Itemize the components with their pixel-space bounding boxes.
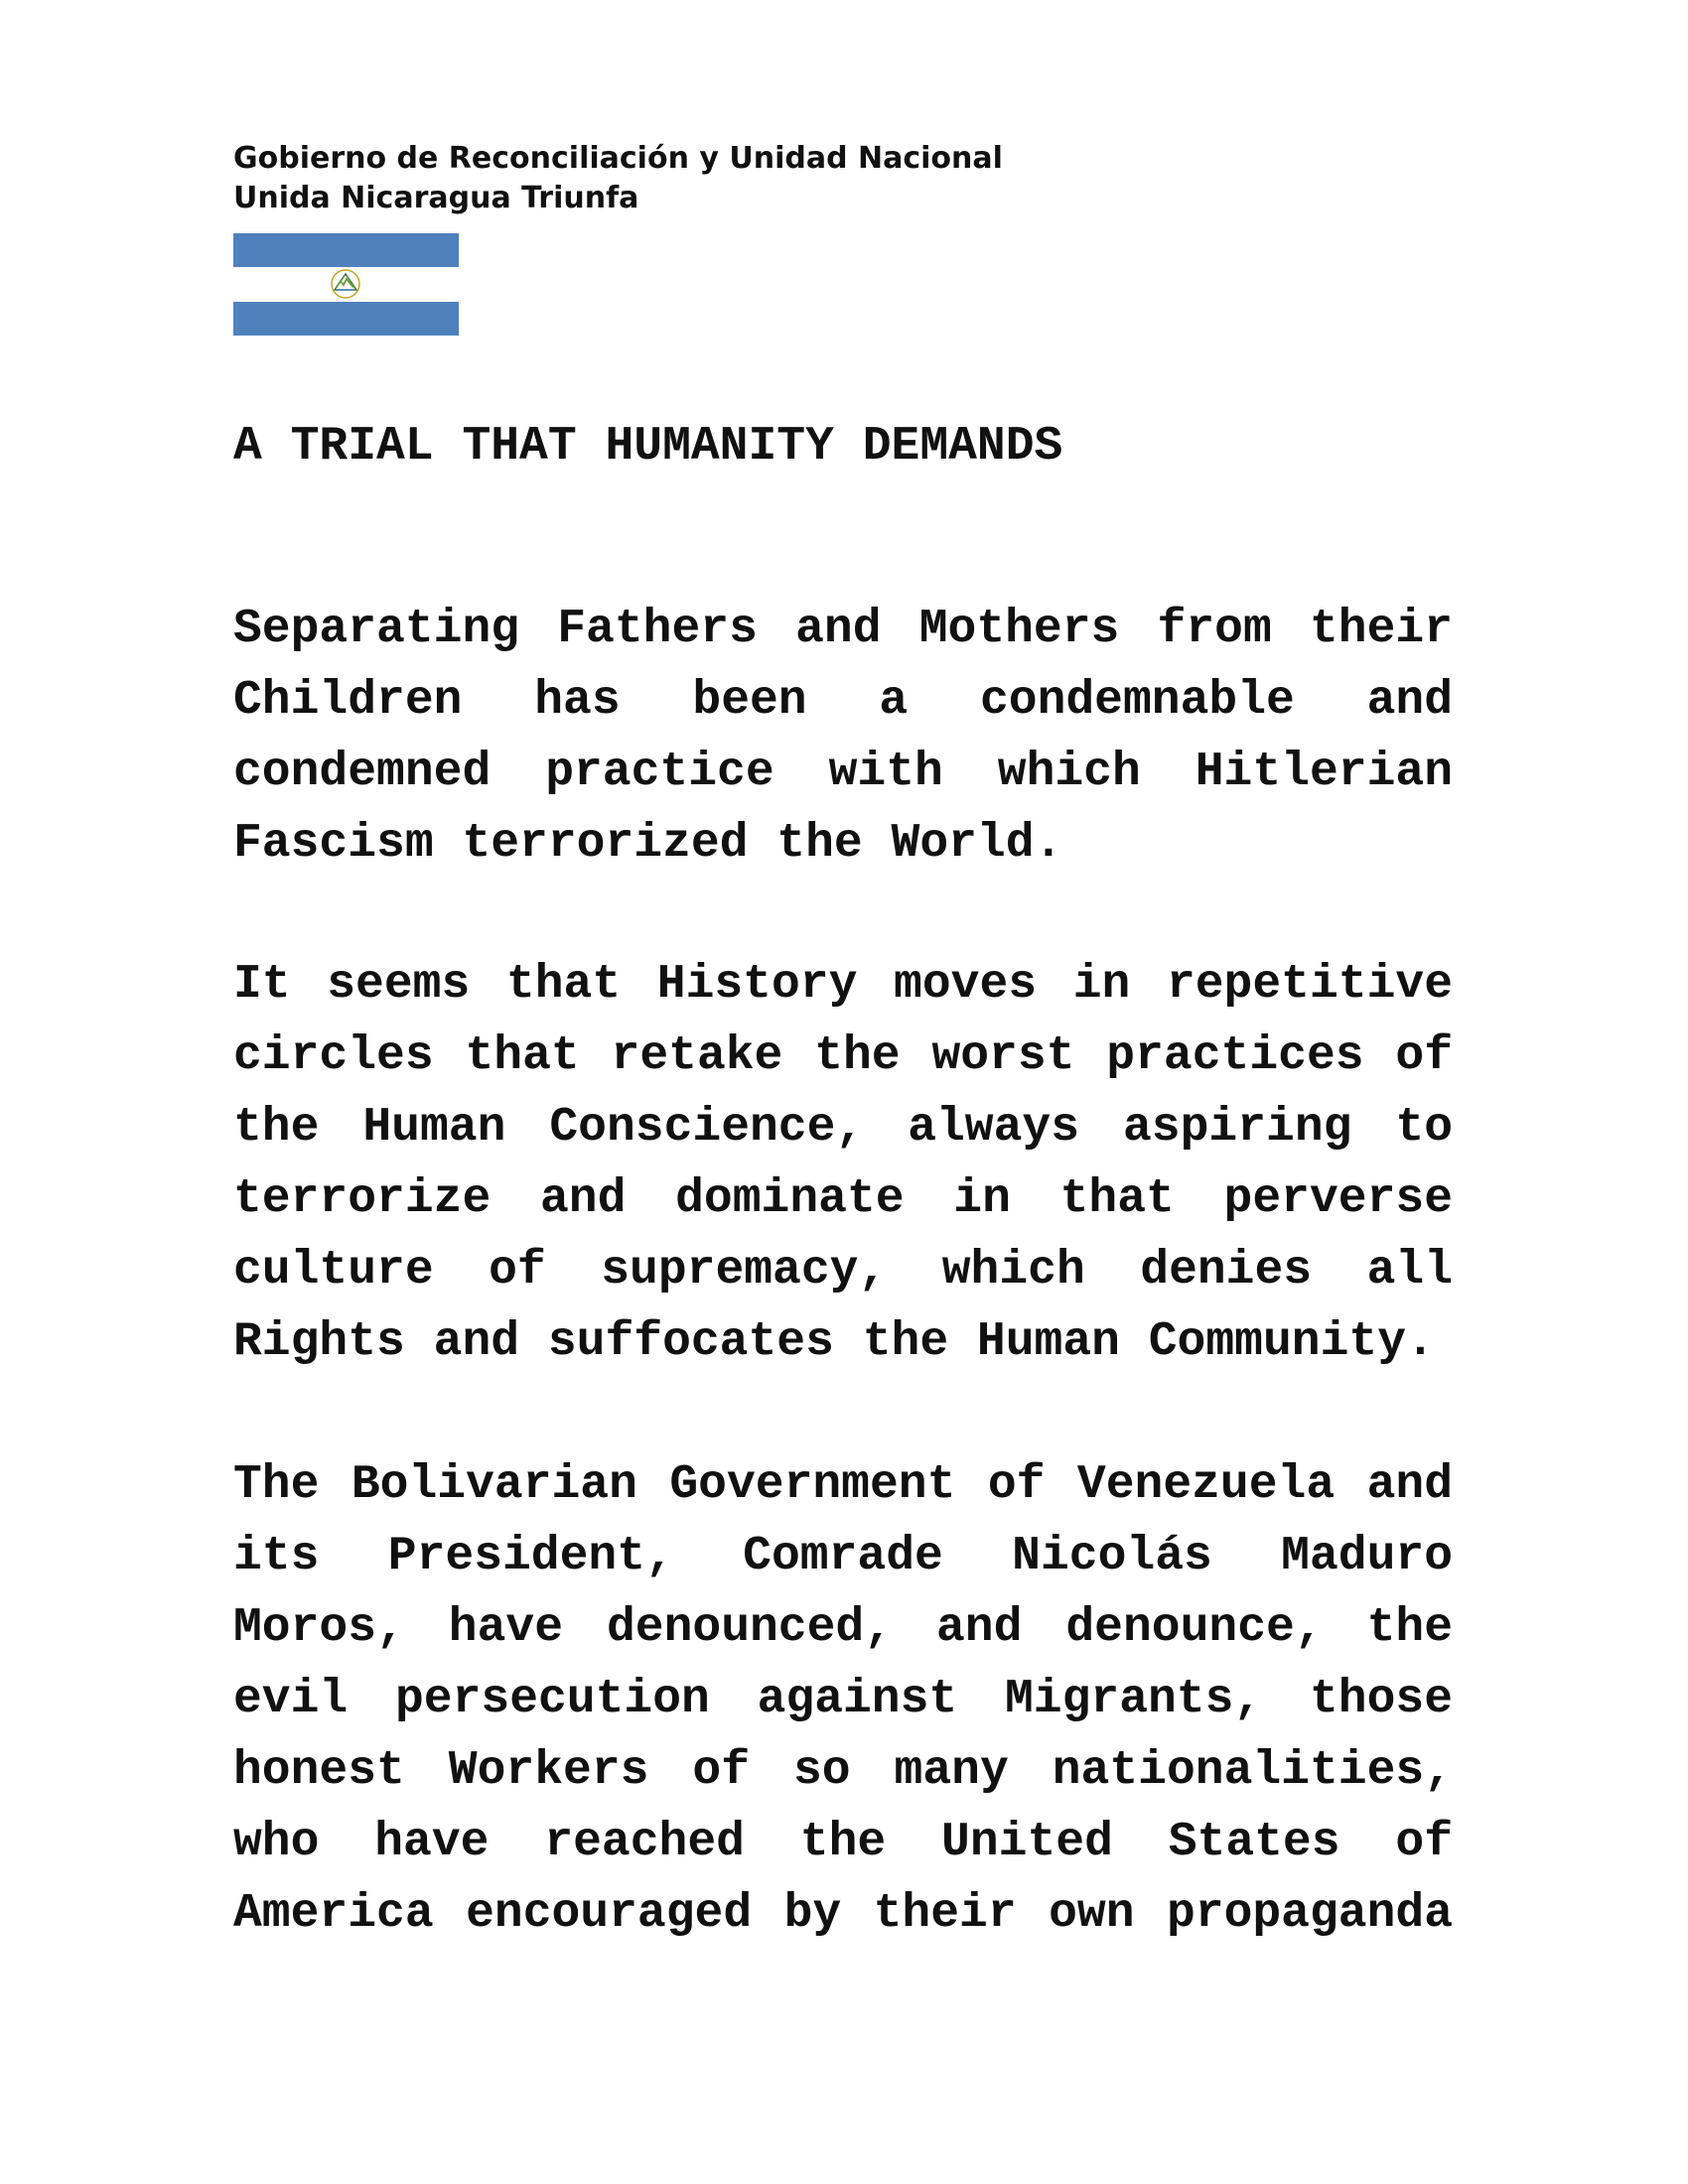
paragraph-line: The Bolivarian Government of Venezuela and: [233, 1458, 1453, 1512]
document-title: A TRIAL THAT HUMANITY DEMANDS: [233, 420, 1063, 474]
paragraph-2: [233, 949, 1453, 1378]
paragraph-line: Separating Fathers and Mothers from their: [233, 603, 1453, 656]
paragraph-line: terrorize and dominate in that perverse: [233, 1172, 1453, 1226]
paragraph-line: its President, Comrade Nicolás Maduro: [233, 1530, 1453, 1583]
paragraph-line: culture of supremacy, which denies all: [233, 1244, 1453, 1297]
paragraph-line: circles that retake the worst practices of: [233, 1029, 1453, 1083]
paragraph-1: [233, 594, 1453, 880]
paragraph-line: honest Workers of so many nationalities,: [233, 1744, 1453, 1798]
nicaragua-flag-icon: [233, 233, 459, 336]
paragraph-line: Rights and suffocates the Human Community.: [233, 1315, 1435, 1369]
paragraph-line: evil persecution against Migrants, those: [233, 1673, 1453, 1726]
letterhead: [233, 139, 1003, 218]
paragraph-line: condemned practice with which Hitlerian: [233, 746, 1453, 799]
paragraph-line: Fascism terrorized the World.: [233, 817, 1063, 871]
paragraph-line: Moros, have denounced, and denounce, the: [233, 1601, 1453, 1655]
paragraph-line: the Human Conscience, always aspiring to: [233, 1101, 1453, 1155]
paragraph-line: America encouraged by their own propaganda: [233, 1887, 1453, 1941]
paragraph-line: It seems that History moves in repetitive: [233, 958, 1453, 1012]
paragraph-line: Children has been a condemnable and: [233, 674, 1453, 728]
paragraph-3: [233, 1449, 1453, 1950]
letterhead-slogan: Unida Nicaragua Triunfa: [233, 181, 639, 215]
letterhead-government-name: Gobierno de Reconciliación y Unidad Nacional: [233, 141, 1003, 176]
paragraph-line: who have reached the United States of: [233, 1816, 1453, 1869]
